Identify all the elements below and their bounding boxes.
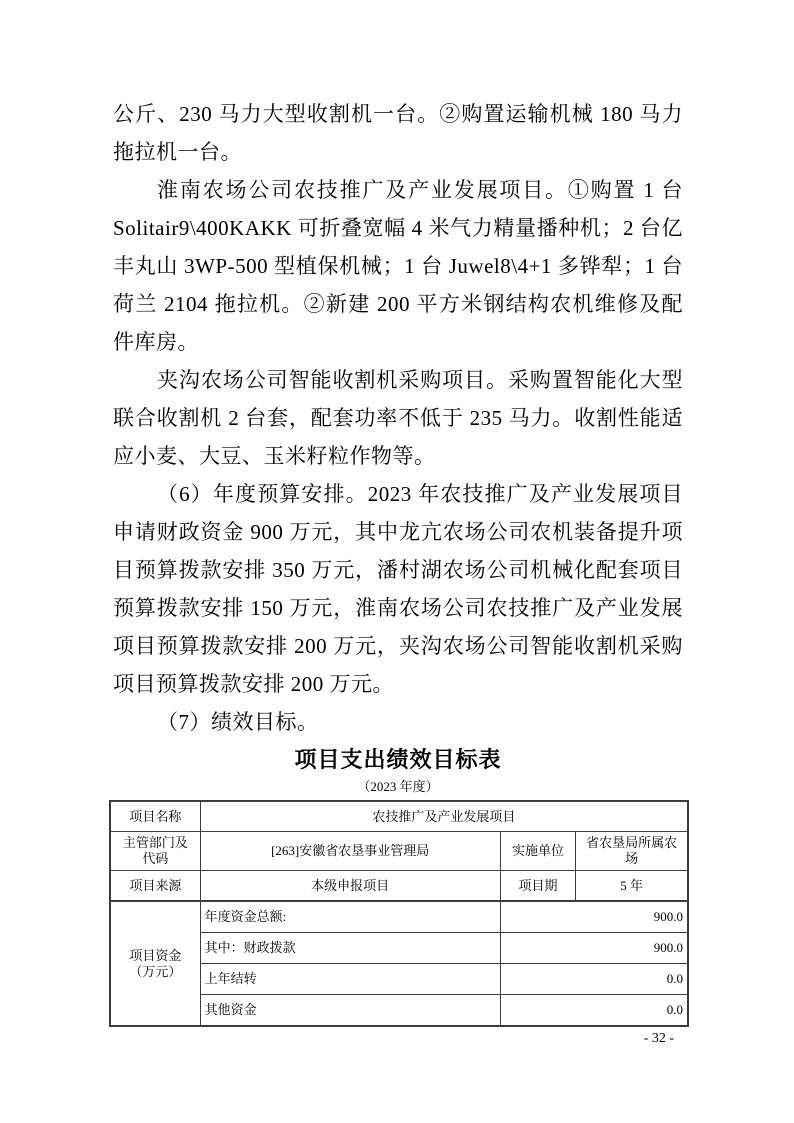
funding-fiscal-label: 其中：财政拨款	[200, 933, 500, 964]
project-name-label: 项目名称	[110, 801, 200, 832]
department-label	[110, 832, 200, 871]
body-paragraph: 淮南农场公司农技推广及产业发展项目。①购置 1 台 Solitair9\400KAKK 可折叠宽幅 4 米气力精量播种机；2 台亿丰丸山 3WP-500 型植保机械；1 台 Juwel8\4+1 多铧犁；1 台荷兰 2104 拖拉机。②新建 200 平方米钢结构农机维修及配件库房。	[113, 178, 683, 354]
funding-total-value: 900.0	[500, 901, 688, 933]
department-label-line1: 主管部门及	[122, 835, 188, 850]
table-row	[110, 832, 688, 871]
project-period-label: 项目期	[500, 871, 576, 902]
funding-carryover-label: 上年结转	[200, 964, 500, 995]
table-subtitle: （2023 年度）	[357, 779, 439, 794]
table-row	[110, 871, 688, 902]
funding-fiscal-value: 900.0	[500, 933, 688, 964]
funding-other-label: 其他资金	[200, 995, 500, 1027]
project-period-value: 5 年	[576, 871, 688, 902]
project-source-label: 项目来源	[110, 871, 200, 902]
project-funding-label-line1: 项目资金	[129, 947, 182, 963]
page-number: - 32 -	[643, 1031, 674, 1046]
funding-other-value: 0.0	[500, 995, 688, 1027]
department-label-line2: 代码	[142, 851, 169, 866]
table-row	[110, 901, 688, 933]
project-funding-label	[110, 901, 200, 1026]
project-source-value: 本级申报项目	[200, 871, 500, 902]
funding-total-label: 年度资金总额:	[200, 901, 500, 933]
implementing-unit-label: 实施单位	[500, 832, 576, 871]
body-paragraph: （6）年度预算安排。2023 年农技推广及产业发展项目申请财政资金 900 万元，其中龙亢农场公司农机装备提升项目预算拨款安排 350 万元，潘村湖农场公司机械化配套项目预算拨款安排 150 万元，淮南农场公司农技推广及产业发展项目预算拨款安排 200 万元，夹沟农场公司智能收割机采购项目预算拨款安排 200 万元。	[113, 482, 683, 696]
implementing-unit-value: 省农垦局所属农场	[576, 832, 688, 871]
body-paragraph: 夹沟农场公司智能收割机采购项目。采购置智能化大型联合收割机 2 台套，配套功率不低于 235 马力。收割性能适应小麦、大豆、玉米籽粒作物等。	[113, 368, 683, 468]
performance-target-table	[109, 800, 689, 1027]
project-name-value: 农技推广及产业发展项目	[200, 801, 688, 832]
department-value: [263]安徽省农垦事业管理局	[200, 832, 500, 871]
body-paragraph: （7）绩效目标。	[157, 710, 319, 734]
body-paragraph: 公斤、230 马力大型收割机一台。②购置运输机械 180 马力拖拉机一台。	[113, 102, 683, 164]
table-title: 项目支出绩效目标表	[294, 747, 502, 772]
project-funding-label-line2: （万元）	[129, 963, 182, 979]
table-row	[110, 801, 688, 832]
funding-carryover-value: 0.0	[500, 964, 688, 995]
